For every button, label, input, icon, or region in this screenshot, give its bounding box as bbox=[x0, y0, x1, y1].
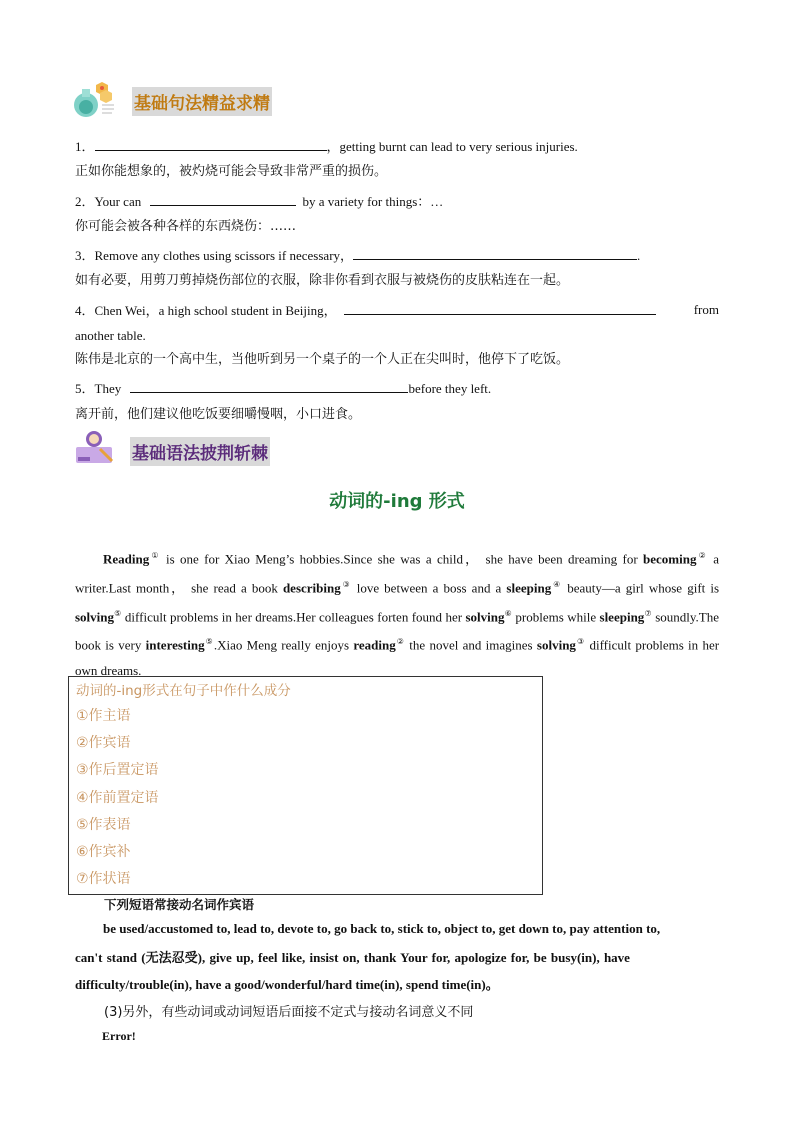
circled-number: ⑤ bbox=[114, 608, 122, 618]
passage-text: soundly.The book is very bbox=[75, 608, 720, 653]
passage-text: a writer.Last month， she read a book bbox=[75, 551, 719, 596]
item-text: Remove any clothes using scissors if necessary， bbox=[94, 248, 354, 263]
passage-text: problems while bbox=[512, 608, 597, 624]
teacher-board-icon bbox=[74, 429, 118, 465]
highlight-word: interesting bbox=[145, 637, 205, 653]
item-text: Chen Wei，a high school student in Beijing， bbox=[94, 303, 337, 318]
circled-number: ④ bbox=[551, 579, 563, 589]
circled-number: ② bbox=[395, 637, 406, 647]
box-item: ④作前置定语 bbox=[76, 790, 159, 806]
example-passage bbox=[75, 543, 719, 684]
note-line: (3)另外，有些动词或动词短语后面接不定式与接动名词意义不同 bbox=[104, 1005, 474, 1020]
item-1-translation: 正如你能想象的，被灼烧可能会导致非常严重的损伤。 bbox=[75, 164, 388, 179]
phrases-heading: 下列短语常接动名词作宾语 bbox=[104, 897, 255, 912]
circled-number: ⑥ bbox=[504, 608, 512, 618]
item-text: ，getting burnt can lead to very serious injuries. bbox=[326, 139, 578, 154]
item-4-continuation: another table. bbox=[75, 328, 146, 343]
highlight-word: becoming bbox=[643, 551, 697, 567]
section2-header bbox=[74, 434, 270, 464]
passage-text: beauty—a girl whose bbox=[562, 580, 683, 596]
box-item: ③作后置定语 bbox=[76, 762, 159, 778]
highlight-word: Reading bbox=[103, 551, 150, 567]
highlight-word: describing bbox=[282, 580, 341, 596]
item-4 bbox=[75, 301, 719, 320]
answer-blank[interactable] bbox=[353, 246, 637, 260]
item-number: 4． bbox=[75, 303, 95, 318]
highlight-word: solving bbox=[536, 637, 576, 653]
circled-number: ① bbox=[149, 551, 161, 560]
phrases-line-2: can't stand (无法忍受), give up, feel like, insist on, thank Your for, apologize for, be busy(in), have bbox=[75, 950, 630, 965]
passage-text: .Xiao Meng really enjoys bbox=[213, 637, 354, 653]
item-text: Your can bbox=[94, 194, 142, 209]
chemistry-flask-icon bbox=[72, 81, 122, 121]
passage-text: difficult problems in her dreams.Her colleagues forten found her bbox=[121, 608, 466, 624]
highlight-word: solving bbox=[75, 608, 115, 624]
section2-title: 基础语法披荆斩棘 bbox=[130, 437, 270, 466]
circled-number: ⑤ bbox=[204, 637, 214, 647]
item-4-translation: 陈伟是北京的一个高中生，当他听到另一个桌子的一个人正在尖叫时，他停下了吃饭。 bbox=[75, 352, 570, 367]
highlight-word: sleeping bbox=[506, 580, 552, 596]
item-number: 2． bbox=[75, 194, 95, 209]
box-item: ⑤作表语 bbox=[76, 817, 131, 833]
item-text: . bbox=[637, 248, 641, 263]
circled-number: ③ bbox=[340, 579, 352, 589]
circled-number: ③ bbox=[575, 637, 586, 647]
item-text: from bbox=[693, 302, 719, 317]
phrases-line-1: be used/accustomed to, lead to, devote to, go back to, stick to, object to, get down to, pay attention to, bbox=[103, 921, 661, 936]
highlight-word: sleeping bbox=[599, 608, 645, 624]
circled-number: ② bbox=[696, 551, 708, 560]
error-text: Error! bbox=[102, 1029, 136, 1043]
passage-text: love between a boss and a bbox=[351, 580, 507, 596]
passage-text: difficult problems in her own dreams. bbox=[75, 637, 720, 679]
box-item: ②作宾语 bbox=[76, 735, 131, 751]
item-1 bbox=[75, 137, 578, 156]
item-number: 1． bbox=[75, 139, 95, 154]
item-number: 3． bbox=[75, 248, 95, 263]
grammar-heading: 动词的-ing 形式 bbox=[329, 491, 465, 512]
box-item: ①作主语 bbox=[76, 708, 131, 724]
answer-blank[interactable] bbox=[150, 192, 296, 206]
item-5-translation: 离开前，他们建议他吃饭要细嚼慢咽，小口进食。 bbox=[75, 407, 362, 422]
item-3-translation: 如有必要，用剪刀剪掉烧伤部位的衣服，除非你看到衣服与被烧伤的皮肤粘连在一起。 bbox=[75, 273, 570, 288]
box-title: 动词的-ing形式在句子中作什么成分 bbox=[76, 683, 291, 699]
box-item: ⑦作状语 bbox=[76, 871, 131, 887]
item-2 bbox=[75, 192, 443, 211]
answer-blank[interactable] bbox=[344, 301, 656, 315]
section1-header bbox=[72, 88, 272, 114]
highlight-word: reading bbox=[353, 637, 396, 653]
section1-title: 基础句法精益求精 bbox=[132, 87, 272, 116]
item-text: before they left. bbox=[408, 381, 492, 396]
item-5 bbox=[75, 379, 491, 398]
box-item: ⑥作宾补 bbox=[76, 844, 131, 860]
item-3 bbox=[75, 246, 640, 265]
passage-text: is one for Xiao Meng’s hobbies.Since she was a child， she have been dreaming for bbox=[160, 551, 644, 567]
highlight-word: solving bbox=[465, 608, 505, 624]
answer-blank[interactable] bbox=[95, 137, 327, 151]
item-text: by a variety for things：… bbox=[302, 194, 444, 209]
passage-text: the novel and imagines bbox=[405, 637, 533, 653]
phrases-line-3: difficulty/trouble(in), have a good/wonderful/hard time(in), spend time(in)。 bbox=[75, 977, 499, 992]
function-box bbox=[68, 676, 543, 895]
passage-text: gift is bbox=[687, 580, 720, 596]
circled-number: ⑦ bbox=[644, 608, 652, 618]
item-text: They bbox=[94, 381, 122, 396]
item-number: 5． bbox=[75, 381, 95, 396]
item-2-translation: 你可能会被各种各样的东西烧伤：…… bbox=[75, 219, 297, 234]
answer-blank[interactable] bbox=[130, 379, 408, 393]
